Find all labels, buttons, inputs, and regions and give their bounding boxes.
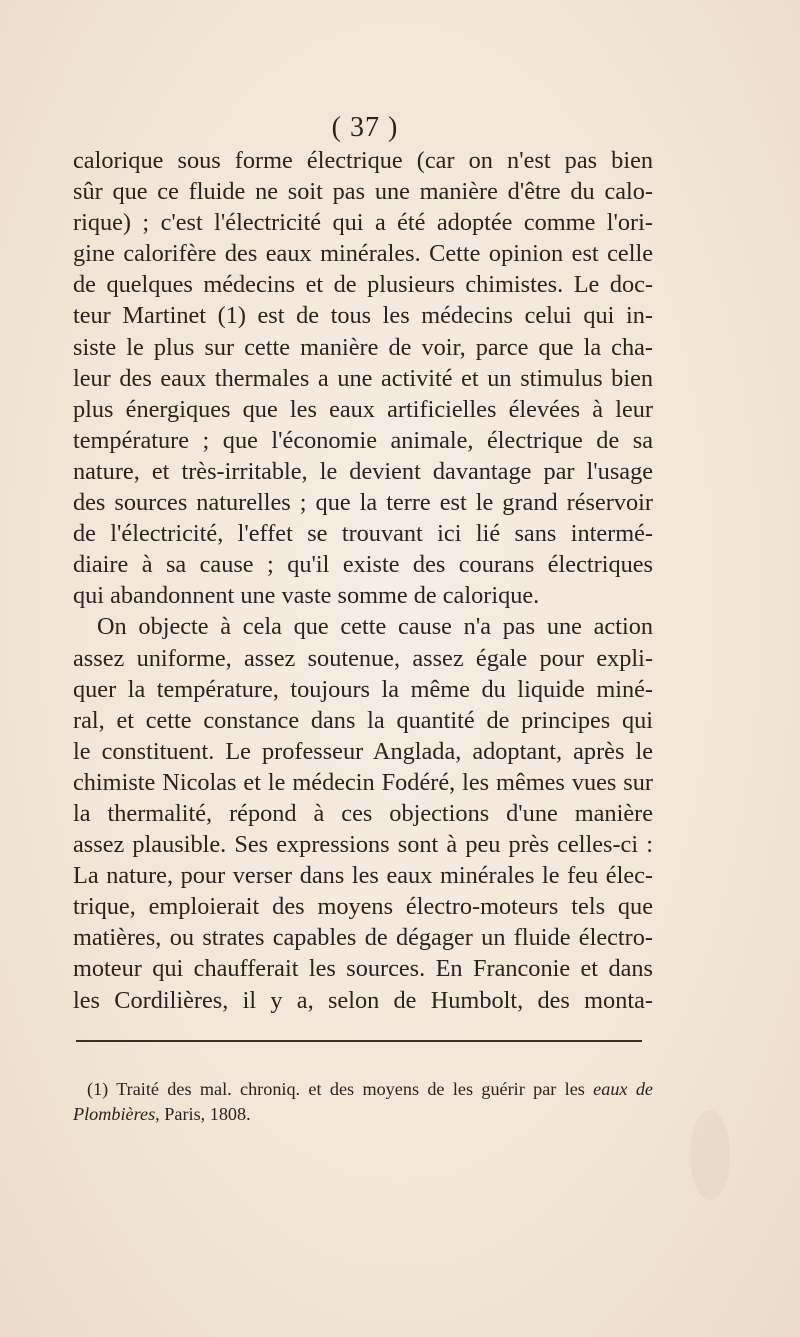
body-line-18: quer la température, toujours la même du liquide miné- bbox=[73, 675, 653, 703]
footnote-publication: , Paris, 1808. bbox=[155, 1104, 251, 1124]
body-line-6: teur Martinet (1) est de tous les médecins celui qui in- bbox=[73, 302, 653, 330]
footnote-line-2 bbox=[73, 1102, 653, 1127]
footnote-line-1 bbox=[73, 1077, 653, 1102]
body-line-5: de quelques médecins et de plusieurs chimistes. Le doc- bbox=[73, 271, 653, 299]
body-line-7: siste le plus sur cette manière de voir, parce que la cha- bbox=[73, 333, 653, 361]
body-line-28: les Cordilières, il y a, selon de Humbolt, des monta- bbox=[73, 986, 653, 1014]
body-line-19: ral, et cette constance dans la quantité de principes qui bbox=[73, 706, 653, 734]
body-line-24: La nature, pour verser dans les eaux minérales le feu élec- bbox=[73, 862, 653, 890]
body-line-17: assez uniforme, assez soutenue, assez égale pour expli- bbox=[73, 644, 653, 672]
body-line-22: la thermalité, répond à ces objections d'une manière bbox=[73, 799, 653, 827]
footnote-italic-text: eaux de bbox=[593, 1079, 653, 1099]
body-line-2: sûr que ce fluide ne soit pas une manière d'être du calo- bbox=[73, 178, 653, 206]
footnote-italic-place: Plombières bbox=[73, 1104, 156, 1124]
footnote bbox=[73, 1077, 653, 1127]
page-number: ( 37 ) bbox=[331, 112, 399, 143]
body-line-8: leur des eaux thermales a une activité et un stimulus bien bbox=[73, 364, 653, 392]
body-line-10: température ; que l'économie animale, électrique de sa bbox=[73, 426, 653, 454]
body-line-23: assez plausible. Ses expressions sont à peu près celles-ci : bbox=[73, 831, 653, 859]
paper-stain bbox=[690, 1110, 730, 1200]
body-line-15: qui abandonnent une vaste somme de calorique. bbox=[73, 582, 540, 610]
body-line-25: trique, emploierait des moyens électro-moteurs tels que bbox=[73, 893, 653, 921]
body-text bbox=[73, 145, 653, 1016]
footnote-text: (1) Traité des mal. chroniq. et des moyens de les guérir par les bbox=[87, 1079, 594, 1099]
body-line-14: diaire à sa cause ; qu'il existe des courans électriques bbox=[73, 551, 653, 579]
body-line-9: plus énergiques que les eaux artificielles élevées à leur bbox=[73, 395, 653, 423]
body-line-21: chimiste Nicolas et le médecin Fodéré, les mêmes vues sur bbox=[73, 768, 653, 796]
body-line-27: moteur qui chaufferait les sources. En Franconie et dans bbox=[73, 955, 653, 983]
body-line-4: gine calorifère des eaux minérales. Cette opinion est celle bbox=[73, 240, 653, 268]
body-line-1: calorique sous forme électrique (car on n'est pas bien bbox=[73, 147, 653, 174]
body-line-13: de l'électricité, l'effet se trouvant ici lié sans intermé- bbox=[73, 520, 653, 548]
body-line-3: rique) ; c'est l'électricité qui a été adoptée comme l'ori- bbox=[73, 209, 653, 237]
body-line-16: On objecte à cela que cette cause n'a pas une action bbox=[97, 613, 653, 641]
body-line-20: le constituent. Le professeur Anglada, adoptant, après le bbox=[73, 737, 653, 765]
footnote-divider bbox=[76, 1040, 642, 1042]
body-line-26: matières, ou strates capables de dégager un fluide électro- bbox=[73, 924, 653, 952]
body-line-12: des sources naturelles ; que la terre est le grand réservoir bbox=[73, 489, 653, 517]
body-line-11: nature, et très-irritable, le devient davantage par l'usage bbox=[73, 457, 653, 485]
